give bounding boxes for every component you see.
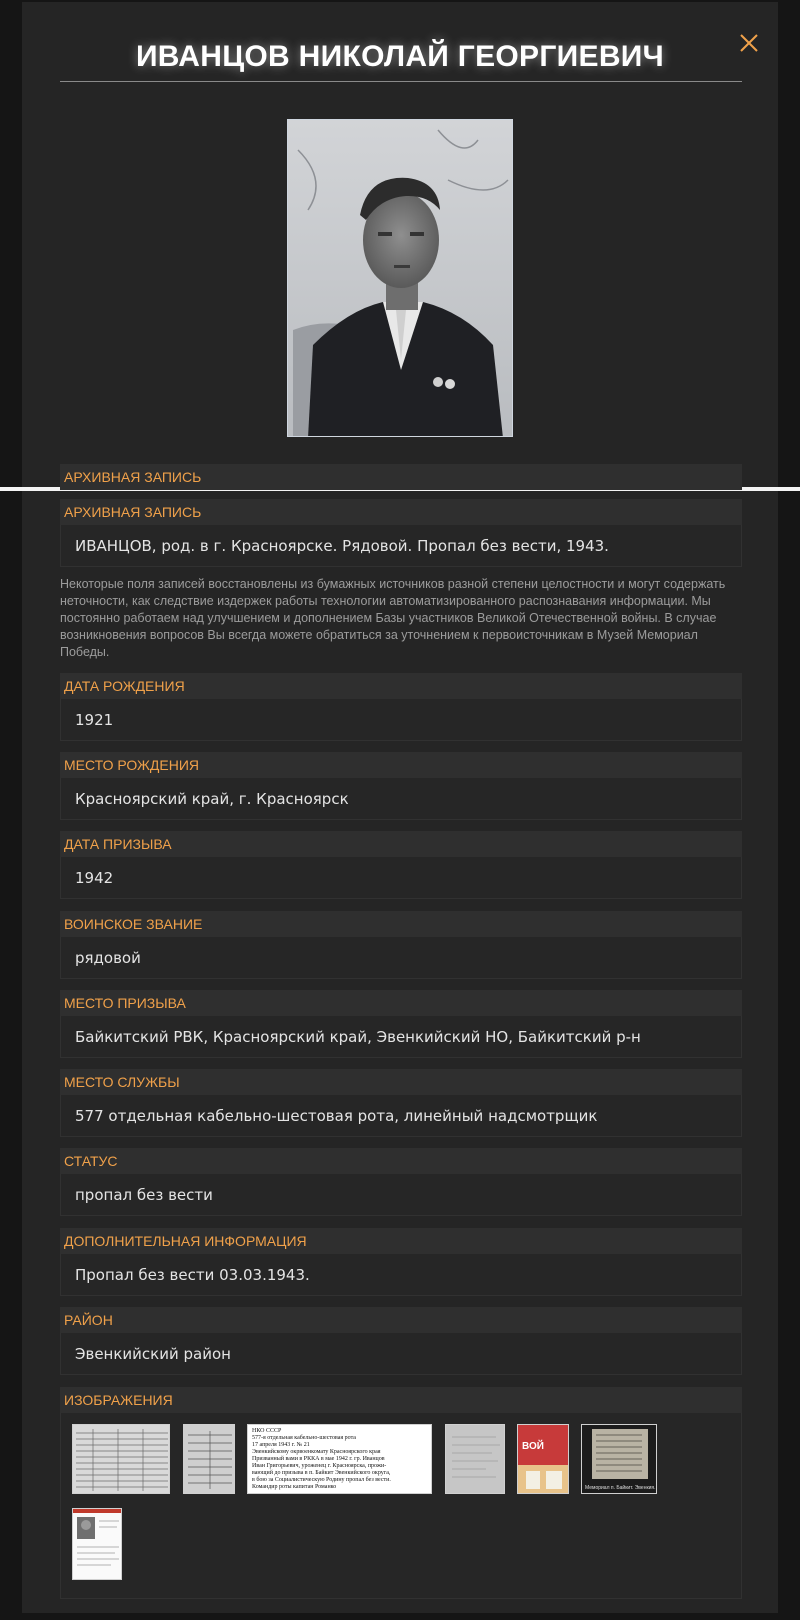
image-thumb-3[interactable] xyxy=(247,1424,432,1494)
doc-line: Эвенкийскому окрвоенкомату Красноярского края xyxy=(252,1449,381,1455)
disclaimer-text: Некоторые поля записей восстановлены из бумажных источников разной степени целостности и могут содержать неточности, как следствие издержек работы технологии автоматизированного распознавания информации. Мы постоянно работаем над улучшением и дополнением Базы участников Великой Отечественной войны. В случае возникновения вопросов Вы всегда можете обратиться за уточнением к первоисточникам в Музей Мемориал Победы. xyxy=(60,577,726,659)
image-thumb-7[interactable] xyxy=(72,1508,122,1580)
doc-line: Призванный вами в РККА в мае 1942 г. гр. Иванцов xyxy=(252,1456,385,1462)
service-place-value: 577 отдельная кабельно-шестовая рота, линейный надсмотрщик xyxy=(60,1095,742,1137)
image-thumb-4[interactable] xyxy=(445,1424,505,1494)
doc-line: Командир роты капитан Романко xyxy=(252,1484,337,1490)
draft-place-value: Байкитский РВК, Красноярский край, Эвенкийский НО, Байкитский р-н xyxy=(60,1016,742,1058)
page-title: ИВАНЦОВ НИКОЛАЙ ГЕОРГИЕВИЧ xyxy=(135,40,665,73)
portrait-photo[interactable] xyxy=(287,119,513,437)
image-thumb-6[interactable] xyxy=(581,1424,657,1494)
birth-place-header: МЕСТО РОЖДЕНИЯ xyxy=(60,752,742,778)
extra-info-value: Пропал без вести 03.03.1943. xyxy=(60,1254,742,1296)
archive-header-top: АРХИВНАЯ ЗАПИСЬ xyxy=(60,464,742,490)
rank-header: ВОИНСКОЕ ЗВАНИЕ xyxy=(60,911,742,937)
image-thumb-2[interactable] xyxy=(183,1424,235,1494)
archive-header: АРХИВНАЯ ЗАПИСЬ xyxy=(60,499,742,525)
archive-value: ИВАНЦОВ, род. в г. Красноярске. Рядовой. Пропал без вести, 1943. xyxy=(60,525,742,567)
service-place-header: МЕСТО СЛУЖБЫ xyxy=(60,1069,742,1095)
doc-line: в бою за Социалистическую Родину пропал без вести. xyxy=(252,1477,391,1483)
image-thumb-5[interactable] xyxy=(517,1424,569,1494)
draft-date-header: ДАТА ПРИЗЫВА xyxy=(60,831,742,857)
draft-date-value: 1942 xyxy=(60,857,742,899)
book-title: ВОЙ xyxy=(522,1441,544,1452)
rank-value: рядовой xyxy=(60,937,742,979)
images-header: ИЗОБРАЖЕНИЯ xyxy=(60,1387,742,1413)
doc-line: вающий до призыва в п. Байкит Эвенкийского округа, xyxy=(252,1470,391,1476)
birth-date-header: ДАТА РОЖДЕНИЯ xyxy=(60,673,742,699)
status-header: СТАТУС xyxy=(60,1148,742,1174)
memorial-caption: Мемориал п. Байкит. Эвенкия. xyxy=(585,1485,656,1491)
birth-date-value: 1921 xyxy=(60,699,742,741)
extra-info-header: ДОПОЛНИТЕЛЬНАЯ ИНФОРМАЦИЯ xyxy=(60,1228,742,1254)
district-header: РАЙОН xyxy=(60,1307,742,1333)
draft-place-header: МЕСТО ПРИЗЫВА xyxy=(60,990,742,1016)
district-value: Эвенкийский район xyxy=(60,1333,742,1375)
birth-place-value: Красноярский край, г. Красноярск xyxy=(60,778,742,820)
doc-line: 17 апреля 1943 г. № 21 xyxy=(252,1442,310,1448)
image-thumb-1[interactable] xyxy=(72,1424,170,1494)
title-divider xyxy=(60,81,742,82)
status-value: пропал без вести xyxy=(60,1174,742,1216)
doc-line: НКО СССР xyxy=(252,1428,282,1434)
doc-line: 577-я отдельная кабельно-шестовая рота xyxy=(252,1435,356,1441)
doc-line: Иван Григорьевич, уроженец г. Красноярска, прожи- xyxy=(252,1463,387,1469)
